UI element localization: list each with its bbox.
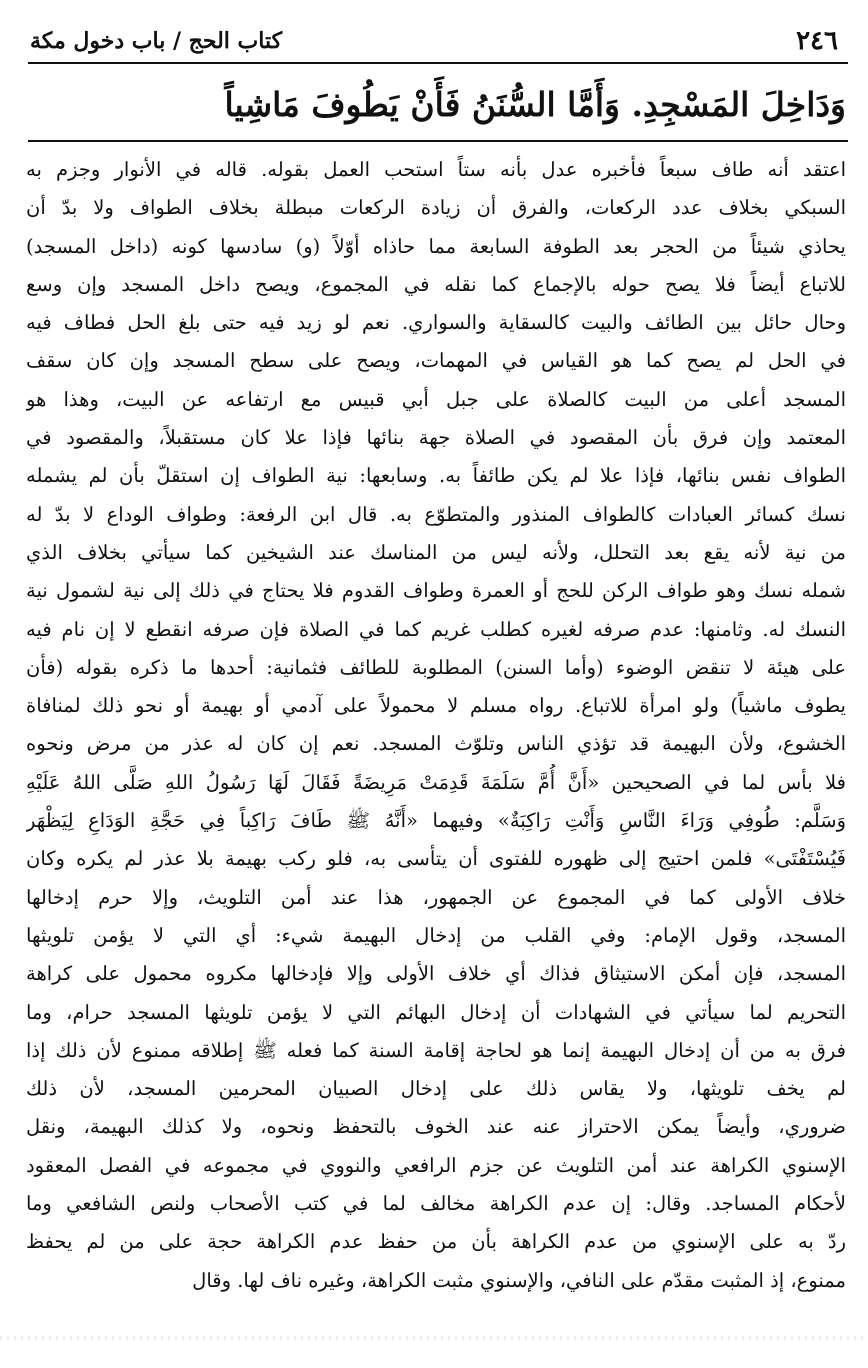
text-line: السبكي بخلاف عدد الركعات، والفرق أن زيادة الركعات مبطلة بخلاف الطواف ولا بدّ أن: [26, 196, 846, 220]
text-line: المسجد أعلى من البيت كالصلاة على جبل أبي قبيس مع ارتفاعه عن البيت، وهذا هو: [26, 387, 846, 411]
text-line: يطوف ماشياً) ولو امرأة للاتباع. رواه مسلم لا محمولاً على آدمي أو بهيمة أو نحو ذلك لمنافاة: [26, 694, 846, 718]
header-rule: [28, 62, 848, 64]
text-line: ردّ به على الإسنوي من عدم الكراهة بأن من حفظ عدم الكراهة حجة على من لم يحفظ: [26, 1230, 846, 1254]
text-line: ممنوع، إذ المثبت مقدّم على النافي، والإسنوي مثبت الكراهة، وغيره ناف لها. وقال: [192, 1268, 846, 1292]
matn-text: وَدَاخِلَ المَسْجِدِ. وَأَمَّا السُّنَنُ فَأَنْ يَطُوفَ مَاشِياً: [224, 85, 846, 124]
page-header: [26, 22, 846, 58]
text-line: على هيئة لا تنقض الوضوء (وأما السنن) المطلوبة للطائف فثمانية: أحدها ما ذكره بقوله (فأن: [26, 655, 846, 679]
text-line: لأحكام المساجد. وقال: إن عدم الكراهة مخالف لما في كتب الأصحاب ولنص الشافعي وما: [26, 1192, 846, 1216]
scan-noise: [0, 1336, 868, 1340]
text-line: في الحل لم يصح كما هو القياس في المهمات، ويصح على سطح المسجد وإن كان سقف: [26, 349, 846, 373]
text-line: النسك له. وثامنها: عدم صرفه لغيره كطلب غريم كما في الصلاة فإن صرفه انقطع لا إن نام فيه: [26, 617, 846, 641]
text-line: المسجد، فإن أمكن الاستيثاق فذاك أي خلاف الأولى وإلا فإدخالها مكروه محمول على كراهة: [26, 962, 846, 986]
text-line: فرق به من أن إدخال البهيمة إنما هو لحاجة إقامة السنة كما فعله ﷺ إطلاقه ممنوع لأن ذلك إذا: [26, 1038, 846, 1062]
commentary-body: [26, 151, 846, 1301]
text-line: التحريم لما سيأتي في الشهادات أن إدخال البهائم التي لا يؤمن تلويثها المسجد حرام، وما: [26, 1000, 846, 1024]
text-line: المسجد، وقول الإمام: وفي القلب من إدخال البهيمة شيء: أي التي لا يؤمن تلويثها: [26, 923, 846, 947]
running-title: كتاب الحج / باب دخول مكة: [30, 28, 283, 54]
text-line: وَسَلَّم: طُوفِي وَرَاءَ النَّاسِ وَأَنْتِ رَاكِبَةٌ» وفيهما «أَنَّهُ ﷺ طَافَ رَاكِباً فِي حَجَّةِ الوَدَاعِ لِيَظْهَر: [26, 809, 846, 833]
text-line: شمله نسك وهو طواف الركن للحج أو العمرة وطواف القدوم فلا يحتاج في ذلك إلى نية لشمول نية: [26, 579, 846, 603]
text-line: الإسنوي الكراهة عند أمن التلويث عن جزم الرافعي والنووي في مجموعه في الفصل المعقود: [26, 1153, 846, 1177]
matn-rule: [28, 140, 848, 142]
page-number: ٢٤٦: [796, 26, 838, 56]
text-line: الطواف نفس بنائها، فإذا علا لم يكن طائفاً به. وسابعها: نية الطواف إن استقلّ بأن لم يشمله: [26, 464, 846, 488]
text-line: فلا بأس لما في الصحيحين «أَنَّ أُمَّ سَلَمَةَ قَدِمَتْ مَرِيضَةً فَقَالَ لَهَا رَسُولُ اللهِ صَلَّى اللهُ عَلَيْهِ: [26, 770, 846, 794]
text-line: خلاف الأولى كما في المجموع عن الجمهور، هذا عند أمن التلويث، وإلا حرم إدخالها: [26, 885, 846, 909]
text-line: فَيُسْتَفْتَى» فلمن احتيج إلى ظهوره للفتوى أن يتأسى به، فلو ركب بهيمة بلا عذر لم يكره وكان: [26, 847, 846, 871]
text-line: نسك كسائر العبادات كالطواف المنذور والمتطوّع به. قال ابن الرفعة: وطواف الوداع لا بدّ له: [26, 502, 846, 526]
text-line: ضروري، وأيضاً يمكن الاحتراز عنه عند الخوف بالتحفظ ونحوه، ولا كذلك البهيمة، ونقل: [26, 1115, 846, 1139]
text-line: المعتمد وإن فرق بأن المقصود في الصلاة جهة بنائها فإذا علا كان مستقبلاً، والمقصود في: [26, 426, 846, 450]
text-line: الخشوع، ولأن البهيمة قد تؤذي الناس وتلوّث المسجد. نعم إن كان له عذر من مرض ونحوه: [26, 732, 846, 756]
text-line: يحاذي شيئاً من الحجر بعد الطوفة السابعة مما حاذاه أوّلاً (و) سادسها كونه (داخل المسجد): [26, 234, 846, 258]
text-line: من نية لأنه يقع بعد التحلل، ولأنه ليس من المناسك عند الشيخين كما سيأتي بخلاف الذي: [26, 540, 846, 564]
text-line: لم يخف تلويثها، ولا يقاس ذلك على إدخال الصبيان المحرمين المسجد، لأن ذلك: [26, 1077, 846, 1101]
text-line: وحال حائل بين الطائف والبيت كالسقاية والسواري. نعم لو زيد فيه حتى بلغ الحل فطاف فيه: [26, 311, 846, 335]
text-line: للاتباع أيضاً فلا يصح حوله بالإجماع كما نقله في المجموع، ويصح داخل المسجد وإن وسع: [26, 272, 846, 296]
text-line: اعتقد أنه طاف سبعاً فأخبره عدل بأنه ستاً استحب العمل بقوله. قاله في الأنوار وجزم به: [26, 158, 846, 181]
